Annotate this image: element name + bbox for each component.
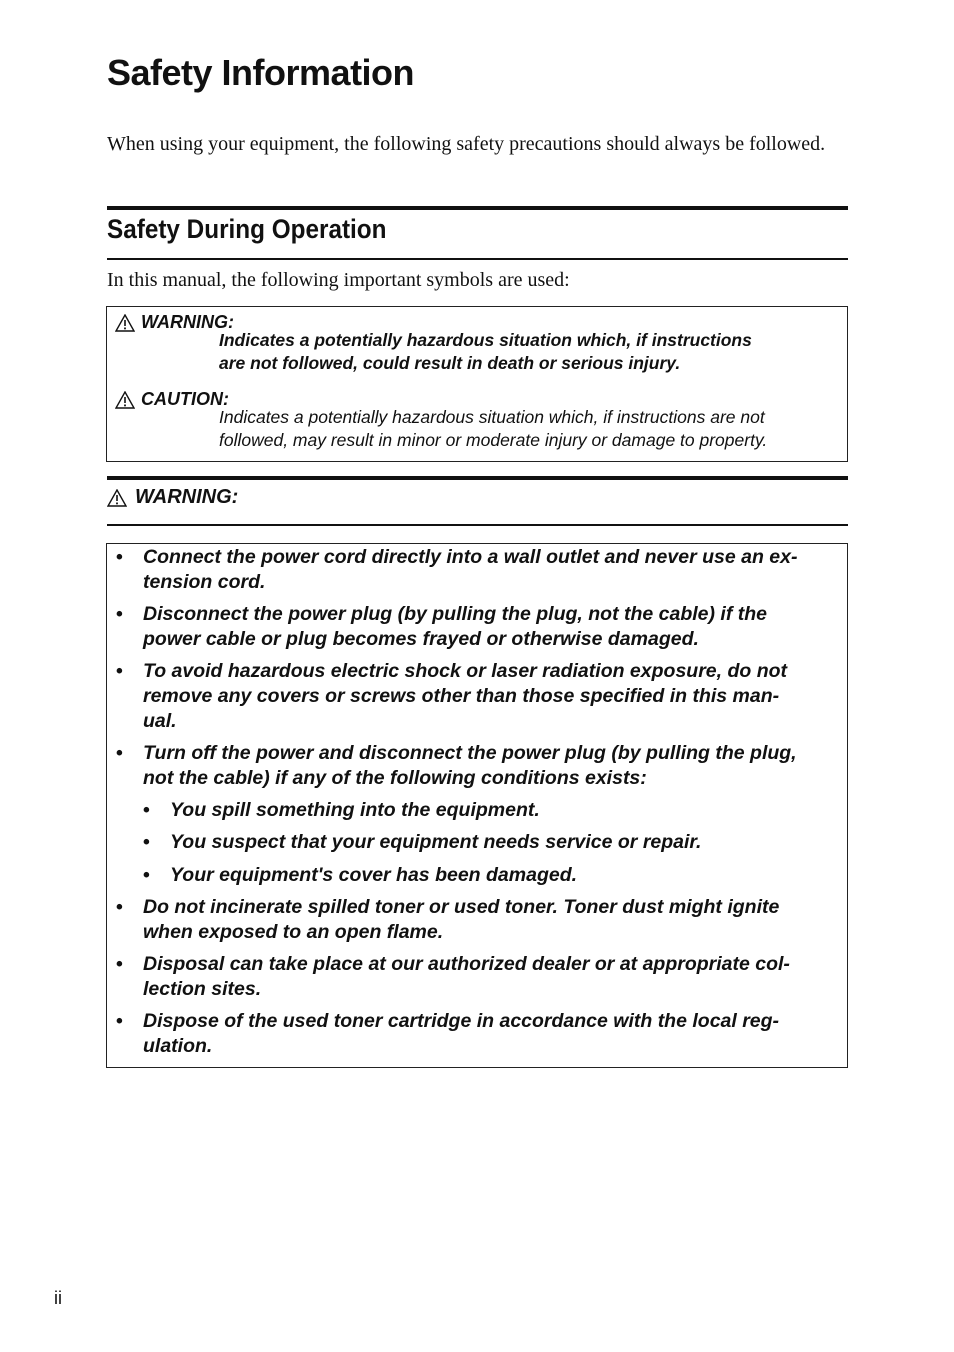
list-item-line: power cable or plug becomes frayed or otherwise damaged.: [143, 628, 699, 650]
section-top-rule: [107, 206, 848, 210]
caution-description-line: Indicates a potentially hazardous situation which, if instructions are not: [219, 407, 765, 427]
list-item-text: [143, 895, 843, 945]
list-item-text: [143, 602, 843, 652]
warning-heading: [107, 486, 238, 509]
list-item-line: To avoid hazardous electric shock or laser radiation exposure, do not: [143, 660, 788, 682]
warning-heading-text: WARNING:: [135, 486, 239, 508]
sub-list-item-text: You spill something into the equipment.: [170, 799, 540, 821]
list-item-text: [143, 741, 843, 791]
warning-description: [219, 329, 839, 375]
sub-list-item-text: You suspect that your equipment needs service or repair.: [170, 831, 702, 853]
symbols-intro: In this manual, the following important symbols are used:: [107, 269, 570, 291]
list-item-line: Disposal can take place at our authorized dealer or at appropriate col-: [143, 953, 790, 975]
warning-triangle-icon: [107, 489, 127, 507]
list-item-line: tension cord.: [143, 571, 266, 593]
page-title: Safety Information: [107, 52, 415, 93]
bullet-glyph: •: [143, 831, 150, 853]
bullet-glyph: •: [143, 864, 150, 886]
page-number: ii: [54, 1288, 62, 1308]
warning-symbol-label: [115, 312, 234, 333]
warning-bottom-rule: [107, 524, 848, 526]
symbols-legend-box: [106, 306, 848, 462]
caution-label-text: CAUTION:: [141, 389, 229, 409]
caution-symbol-label: [115, 389, 229, 410]
bullet-glyph: •: [116, 546, 123, 568]
bullet-glyph: •: [143, 799, 150, 821]
bullet-glyph: •: [116, 896, 123, 918]
section-title: Safety During Operation: [107, 214, 387, 244]
list-item-line: ulation.: [143, 1035, 213, 1057]
caution-description: [219, 406, 839, 452]
list-item-line: Do not incinerate spilled toner or used toner. Toner dust might ignite: [143, 896, 780, 918]
caution-description-line: followed, may result in minor or moderate injury or damage to property.: [219, 430, 768, 450]
warning-description-line: are not followed, could result in death or serious injury.: [219, 353, 681, 373]
list-item-text: [143, 952, 843, 1002]
bullet-glyph: •: [116, 603, 123, 625]
warning-description-line: Indicates a potentially hazardous situation which, if instructions: [219, 330, 752, 350]
bullet-glyph: •: [116, 660, 123, 682]
list-item-line: not the cable) if any of the following conditions exists:: [143, 767, 647, 789]
bullet-glyph: •: [116, 953, 123, 975]
sub-list-item-text: Your equipment's cover has been damaged.: [170, 864, 578, 886]
intro-paragraph: When using your equipment, the following safety precautions should always be followed.: [107, 133, 826, 155]
list-item-line: Dispose of the used toner cartridge in accordance with the local reg-: [143, 1010, 780, 1032]
list-item-line: Disconnect the power plug (by pulling the plug, not the cable) if the: [143, 603, 767, 625]
list-item-line: remove any covers or screws other than those specified in this man-: [143, 685, 780, 707]
list-item-line: Turn off the power and disconnect the power plug (by pulling the plug,: [143, 742, 797, 764]
bullet-glyph: •: [116, 742, 123, 764]
list-item-line: Connect the power cord directly into a wall outlet and never use an ex-: [143, 546, 798, 568]
bullet-glyph: •: [116, 1010, 123, 1032]
section-bottom-rule: [107, 258, 848, 260]
list-item-line: when exposed to an open flame.: [143, 921, 444, 943]
warning-label-text: WARNING:: [141, 312, 234, 332]
list-item-text: [143, 1009, 843, 1059]
warning-top-rule: [107, 476, 848, 480]
list-item-line: lection sites.: [143, 978, 262, 1000]
list-item-text: [143, 545, 843, 595]
list-item-line: ual.: [143, 710, 177, 732]
warning-triangle-icon: [115, 314, 135, 332]
warning-triangle-icon: [115, 391, 135, 409]
list-item-text: [143, 659, 843, 734]
warning-list-box: [106, 543, 848, 1068]
